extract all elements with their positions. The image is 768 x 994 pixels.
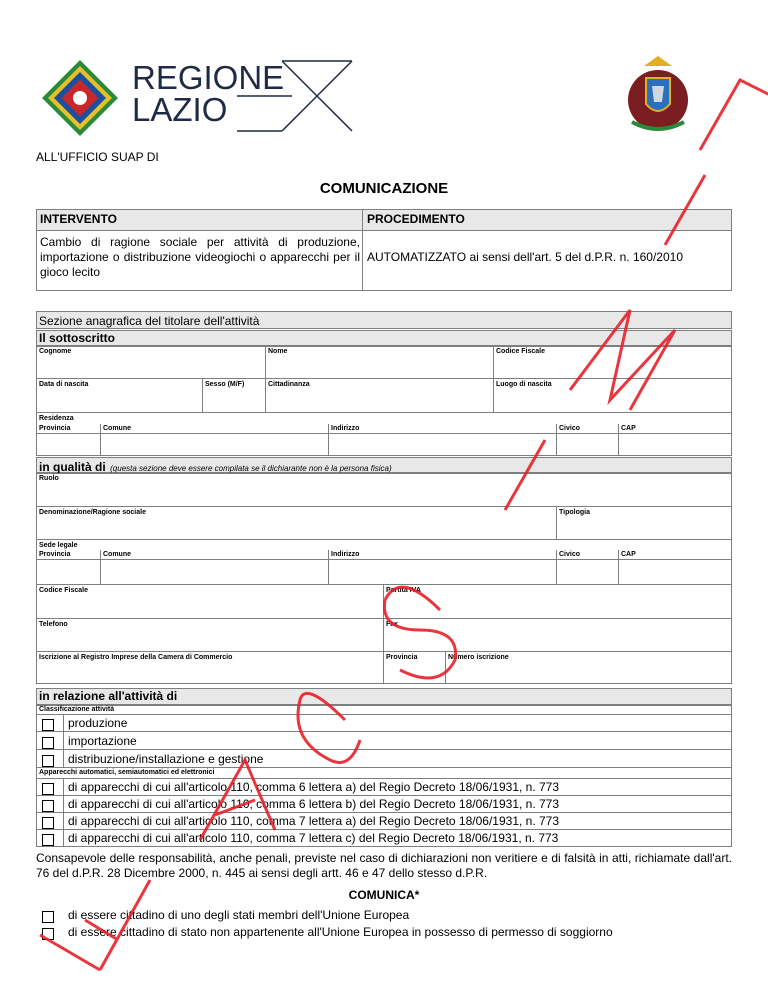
option-comma6-a: di apparecchi di cui all'articolo 110, comma 6 lettera a) del Regio Decreto 18/06/1931, n. 773 <box>68 780 560 794</box>
registro-label: Iscrizione al Registro Imprese della Camera di Commercio <box>39 654 233 661</box>
sede-civico-label: Civico <box>559 551 581 558</box>
sede-provincia-label: Provincia <box>39 551 71 558</box>
checkbox-distribuzione[interactable] <box>42 755 54 767</box>
indirizzo-label: Indirizzo <box>331 425 360 432</box>
numero-iscrizione-label: Numero iscrizione <box>448 654 509 661</box>
dichiarazione-text: Consapevole delle responsabilità, anche penali, previste nel caso di dichiarazioni non veritiere e di falsità in atti, richiamate dall'art. 76 del d.P.R. 28 Dicembre 2000, n. 445 ai sensi degli artt. 46 e 47 dello stesso d.P.R. <box>36 851 732 880</box>
classificazione-label: Classificazione attività <box>39 706 115 713</box>
sede-provincia-field[interactable] <box>38 561 99 583</box>
codice-fiscale-label: Codice Fiscale <box>496 348 546 355</box>
qualita-title: in qualità di <box>39 460 106 474</box>
sesso-label: Sesso (M/F) <box>205 381 245 388</box>
residenza-civico-field[interactable] <box>558 435 617 455</box>
logo-line-graphic <box>132 58 362 136</box>
residenza-indirizzo-field[interactable] <box>330 435 555 455</box>
option-comma6-b: di apparecchi di cui all'articolo 110, comma 6 lettera b) del Regio Decreto 18/06/1931, n. 773 <box>68 797 560 811</box>
cittadinanza-field[interactable] <box>267 390 492 411</box>
page-title: COMUNICAZIONE <box>319 180 449 197</box>
municipal-crest <box>622 52 694 136</box>
qualita-note: (questa sezione deve essere compilata se il dichiarante non è la persona fisica) <box>110 464 392 473</box>
sede-codice-fiscale-label: Codice Fiscale <box>39 587 89 594</box>
sede-comune-field[interactable] <box>102 561 327 583</box>
comunica-title: COMUNICA* <box>348 888 420 902</box>
option-comma7-a: di apparecchi di cui all'articolo 110, comma 7 lettera a) del Regio Decreto 18/06/1931, n. 773 <box>68 814 560 828</box>
option-produzione: produzione <box>68 716 128 730</box>
option-distribuzione: distribuzione/installazione e gestione <box>68 752 264 766</box>
option-cittadino-ue: di essere cittadino di uno degli stati membri dell'Unione Europea <box>68 908 410 922</box>
checkbox-comma7-a[interactable] <box>42 817 54 829</box>
option-importazione: importazione <box>68 734 137 748</box>
tipologia-field[interactable] <box>558 517 730 538</box>
apparecchi-label: Apparecchi automatici, semiautomatici ed elettronici <box>39 769 215 776</box>
sede-comune-label: Comune <box>103 551 131 558</box>
logo-regione: REGIONE <box>132 59 285 96</box>
ruolo-label: Ruolo <box>39 475 59 482</box>
sede-cap-label: CAP <box>621 551 636 558</box>
data-nascita-field[interactable] <box>38 390 201 411</box>
sede-cap-field[interactable] <box>620 561 730 583</box>
anagrafica-section-title: Sezione anagrafica del titolare dell'attività <box>36 311 732 329</box>
denominazione-field[interactable] <box>38 517 555 538</box>
summary-divider <box>362 210 363 290</box>
region-emblem <box>40 58 120 138</box>
sesso-field[interactable] <box>204 390 264 411</box>
sottoscritto-title: Il sottoscritto <box>36 330 732 346</box>
checkbox-comma6-a[interactable] <box>42 783 54 795</box>
sede-legale-label: Sede legale <box>39 542 78 549</box>
attivita-title: in relazione all'attività di <box>36 688 732 705</box>
checkbox-cittadino-extra-ue[interactable] <box>42 928 54 940</box>
registro-provincia-label: Provincia <box>386 654 418 661</box>
provincia-label: Provincia <box>39 425 71 432</box>
sede-codice-fiscale-field[interactable] <box>38 595 382 617</box>
checkbox-comma6-b[interactable] <box>42 800 54 812</box>
data-nascita-label: Data di nascita <box>39 381 89 388</box>
logo-lazio: LAZIO <box>132 91 228 128</box>
denominazione-label: Denominazione/Ragione sociale <box>39 509 146 516</box>
partita-iva-label: Partita IVA <box>386 587 421 594</box>
luogo-nascita-field[interactable] <box>495 390 730 411</box>
checkbox-importazione[interactable] <box>42 737 54 749</box>
intervento-text: Cambio di ragione sociale per attività di produzione, importazione o distribuzione videogiochi o apparecchi per il gioco lecito <box>40 235 360 279</box>
partita-iva-field[interactable] <box>385 595 730 617</box>
sede-indirizzo-field[interactable] <box>330 561 555 583</box>
comune-label: Comune <box>103 425 131 432</box>
procedimento-header: PROCEDIMENTO <box>367 212 465 226</box>
civico-label: Civico <box>559 425 581 432</box>
ruolo-field[interactable] <box>38 483 730 505</box>
nome-label: Nome <box>268 348 288 355</box>
cap-label: CAP <box>621 425 636 432</box>
intervento-header: INTERVENTO <box>40 212 117 226</box>
residenza-comune-field[interactable] <box>102 435 327 455</box>
sede-indirizzo-label: Indirizzo <box>331 551 360 558</box>
residenza-provincia-field[interactable] <box>38 435 99 455</box>
codice-fiscale-field[interactable] <box>495 356 730 377</box>
telefono-label: Telefono <box>39 621 68 628</box>
option-comma7-c: di apparecchi di cui all'articolo 110, comma 7 lettera c) del Regio Decreto 18/06/1931, n. 773 <box>68 831 559 845</box>
tipologia-label: Tipologia <box>559 509 590 516</box>
luogo-nascita-label: Luogo di nascita <box>496 381 552 388</box>
checkbox-comma7-c[interactable] <box>42 834 54 846</box>
option-cittadino-extra-ue: di essere cittadino di stato non appartenente all'Unione Europea in possesso di permesso di soggiorno <box>68 925 613 939</box>
cognome-label: Cognome <box>39 348 72 355</box>
fax-label: Fax <box>386 621 399 628</box>
sede-civico-field[interactable] <box>558 561 617 583</box>
qualita-header <box>36 457 732 473</box>
office-label: ALL'UFFICIO SUAP DI <box>36 150 159 164</box>
cognome-field[interactable] <box>38 356 264 377</box>
checkbox-produzione[interactable] <box>42 719 54 731</box>
telefono-field[interactable] <box>38 629 382 651</box>
nome-field[interactable] <box>267 356 492 377</box>
registro-field[interactable] <box>38 662 382 683</box>
checkbox-cittadino-ue[interactable] <box>42 911 54 923</box>
procedimento-text: AUTOMATIZZATO ai sensi dell'art. 5 del d.P.R. n. 160/2010 <box>367 250 683 264</box>
numero-iscrizione-field[interactable] <box>447 662 730 683</box>
residenza-cap-field[interactable] <box>620 435 730 455</box>
registro-provincia-field[interactable] <box>385 662 444 683</box>
cittadinanza-label: Cittadinanza <box>268 381 310 388</box>
residenza-label: Residenza <box>39 415 74 422</box>
fax-field[interactable] <box>385 629 730 651</box>
